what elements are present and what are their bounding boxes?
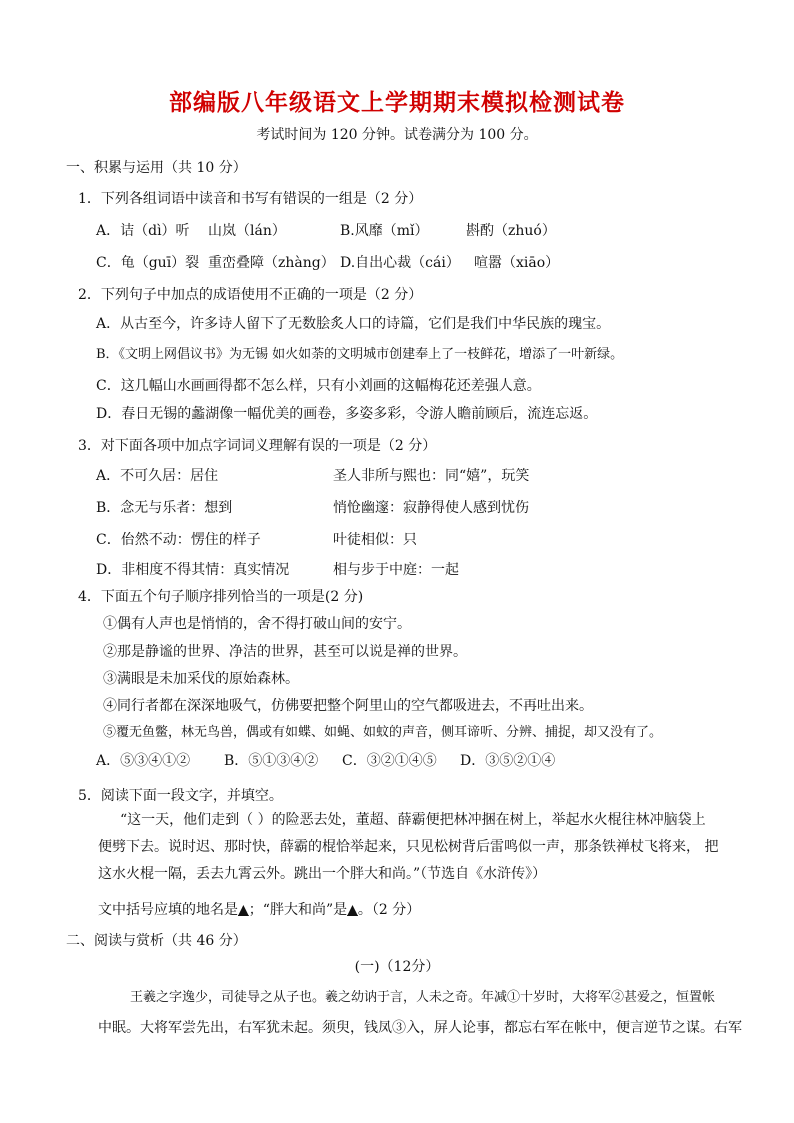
fill-text-post: 。（2 分） <box>357 902 421 918</box>
section-heading: 二、阅读与赏析（共 46 分） <box>66 933 247 949</box>
question-stem: 3．对下面各项中加点字词词义理解有误的一项是（2 分） <box>78 438 437 454</box>
option-d-2: 喧嚣（xiāo） <box>474 255 560 271</box>
option-c-1: C．龟（guī）裂 <box>96 255 200 271</box>
passage-line-1: “这一天，他们走到（ ）的险恶去处，董超、薛霸便把林冲捆在树上，举起水火棍往林冲脑袋上 <box>120 812 706 828</box>
option-b-2: 斟酌（zhuó） <box>466 223 556 239</box>
option-b: B．⑤①③④② <box>224 753 319 769</box>
option-d: D．春日无锡的蠡湖像一幅优美的画卷，多姿多彩，令游人瞻前顾后，流连忘返。 <box>96 406 598 422</box>
question-stem: 2．下列句子中加点的成语使用不正确的一项是（2 分） <box>78 287 423 303</box>
option-c-2: 重峦叠障（zhàng） <box>208 255 335 271</box>
passage-line-2: 便劈下去。说时迟、那时快，薛霸的棍恰举起来，只见松树背后雷鸣似一声，那条铁禅杖飞将来， 把 <box>98 839 719 855</box>
sentence-2: ②那是静谧的世界、净洁的世界，甚至可以说是禅的世界。 <box>103 644 467 660</box>
option-c: C．③②①④⑤ <box>342 753 437 769</box>
fill-text-mid: ；“胖大和尚”是 <box>248 902 348 918</box>
option-a-1: A．诘（dì）听 <box>96 223 190 239</box>
question-stem: 5．阅读下面一段文字，并填空。 <box>78 788 283 804</box>
option-c: C．这几幅山水画画得都不怎么样，只有小刘画的这幅梅花还差强人意。 <box>96 378 541 394</box>
option-d-2: 相与步于中庭：一起 <box>333 562 459 578</box>
option-b: B．《文明上网倡议书》为无锡 如火如荼的文明城市创建奉上了一枝鲜花，增添了一叶新绿。 <box>96 347 624 362</box>
fill-in-prompt <box>98 901 420 919</box>
option-a-2: 山岚（lán） <box>208 223 286 239</box>
question-stem: 4．下面五个句子顺序排列恰当的一项是(2 分) <box>78 589 364 605</box>
option-d: D．③⑤②①④ <box>460 753 556 769</box>
question-stem: 1．下列各组词语中读音和书写有错误的一组是（2 分） <box>78 191 423 207</box>
option-a: A．从古至今，许多诗人留下了无数脍炙人口的诗篇，它们是我们中华民族的瑰宝。 <box>96 316 611 332</box>
section-heading: 一、积累与运用（共 10 分） <box>66 160 247 176</box>
sentence-5: ⑤覆无鱼鳖，林无鸟兽，偶或有如蝶、如蝇、如蚊的声音，侧耳谛听、分辨、捕捉，却又没有了。 <box>103 725 663 740</box>
sentence-4: ④同行者都在深深地吸气，仿佛要把整个阿里山的空气都吸进去，不再吐出来。 <box>103 698 593 714</box>
page-title: 部编版八年级语文上学期期末模拟检测试卷 <box>169 90 625 116</box>
option-a: A．⑤③④①② <box>96 753 191 769</box>
subsection-heading: (一)（12分） <box>354 959 440 975</box>
option-b-1: B.风靡（mǐ） <box>340 223 429 239</box>
option-d-1: D．非相度不得其情：真实情况 <box>96 562 290 578</box>
classical-passage-line-2: 中眠。大将军尝先出，右军犹未起。须臾，钱凤③入，屏人论事，都忘右军在帐中，便言逆节之谋。右军 <box>98 1020 742 1036</box>
option-a-2: 圣人非所与熙也：同“嬉”，玩笑 <box>333 468 530 484</box>
sentence-1: ①偶有人声也是悄悄的，舍不得打破山间的安宁。 <box>103 616 411 632</box>
option-b-1: B．念无与乐者：想到 <box>96 500 233 516</box>
option-c-1: C．佁然不动：愣住的样子 <box>96 532 261 548</box>
option-a-1: A．不可久居：居住 <box>96 468 219 484</box>
option-c-2: 叶徒相似：只 <box>333 532 417 548</box>
exam-info: 考试时间为 120 分钟。试卷满分为 100 分。 <box>256 127 538 143</box>
fill-text-pre: 文中括号应填的地名是 <box>98 902 238 918</box>
answer-blank-2[interactable]: ▲ <box>347 902 358 918</box>
sentence-3: ③满眼是未加采伐的原始森林。 <box>103 671 299 687</box>
classical-passage-line-1: 王羲之字逸少，司徒导之从子也。羲之幼讷于言，人未之奇。年减①十岁时，大将军②甚爱之，恒置帐 <box>130 990 716 1005</box>
passage-line-3: 这水火棍一隔，丢去九霄云外。跳出一个胖大和尚。”（节选自《水浒传》） <box>98 866 547 882</box>
option-d-1: D.自出心裁（cái） <box>340 255 460 271</box>
option-b-2: 悄怆幽邃：寂静得使人感到忧伤 <box>333 500 529 516</box>
answer-blank-1[interactable]: ▲ <box>238 902 249 918</box>
